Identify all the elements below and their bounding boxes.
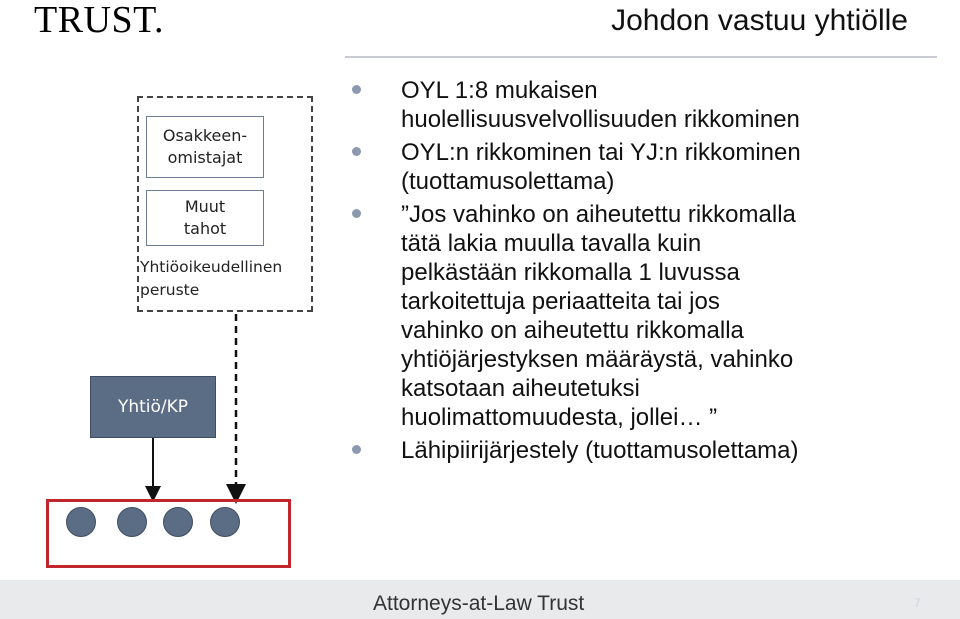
bullet-list xyxy=(350,76,945,465)
logo: TRUST. xyxy=(34,0,165,41)
others-line-2: tahot xyxy=(183,219,227,238)
person-icon xyxy=(66,507,96,537)
person-icon xyxy=(210,507,240,537)
bullet-line: huolimattomuudesta, jollei… ” xyxy=(401,404,718,431)
bullet-line: tarkoitettuja periaatteita tai jos xyxy=(401,288,720,315)
bullet-line: Lähipiirijärjestely (tuottamusolettama) xyxy=(401,437,799,464)
bullet-line: pelkästään rikkomalla 1 luvussa xyxy=(401,259,740,286)
bullet-line: OYL 1:8 mukaisen xyxy=(401,77,598,104)
bullet-line: tätä lakia muulla tavalla kuin xyxy=(401,230,702,257)
bullet-item xyxy=(350,200,945,432)
person-icon xyxy=(117,507,147,537)
bullet-line: ”Jos vahinko on aiheutettu rikkomalla xyxy=(401,201,796,228)
company-box: Yhtiö/KP xyxy=(90,376,216,438)
footer-text: Attorneys-at-Law Trust xyxy=(373,592,585,615)
bullet-line: OYL:n rikkominen tai YJ:n rikkominen xyxy=(401,139,801,166)
bullet-item xyxy=(350,436,945,465)
bullet-line: (tuottamusolettama) xyxy=(401,168,615,195)
bullet-item xyxy=(350,76,945,134)
bullet-line: yhtiöjärjestyksen määräystä, vahinko xyxy=(401,346,794,373)
bullet-line: huolellisuusvelvollisuuden rikkominen xyxy=(401,106,800,133)
bullet-dot-icon xyxy=(352,147,361,156)
shareholders-line-1: Osakkeen- xyxy=(162,126,248,145)
bullet-dot-icon xyxy=(352,445,361,454)
bullet-line: katsotaan aiheutetuksi xyxy=(401,375,640,402)
bullet-item xyxy=(350,138,945,196)
others-line-1: Muut xyxy=(184,197,226,216)
legal-basis-line-1: Yhtiöoikeudellinen xyxy=(140,258,283,276)
page-number: 7 xyxy=(914,596,921,610)
slide-title: Johdon vastuu yhtiölle xyxy=(611,4,908,37)
bullet-dot-icon xyxy=(352,85,361,94)
bullet-line: vahinko on aiheutettu rikkomalla xyxy=(401,317,744,344)
bullet-dot-icon xyxy=(352,209,361,218)
shareholders-line-2: omistajat xyxy=(167,148,243,167)
person-icon xyxy=(163,507,193,537)
legal-basis-line-2: peruste xyxy=(140,281,200,299)
